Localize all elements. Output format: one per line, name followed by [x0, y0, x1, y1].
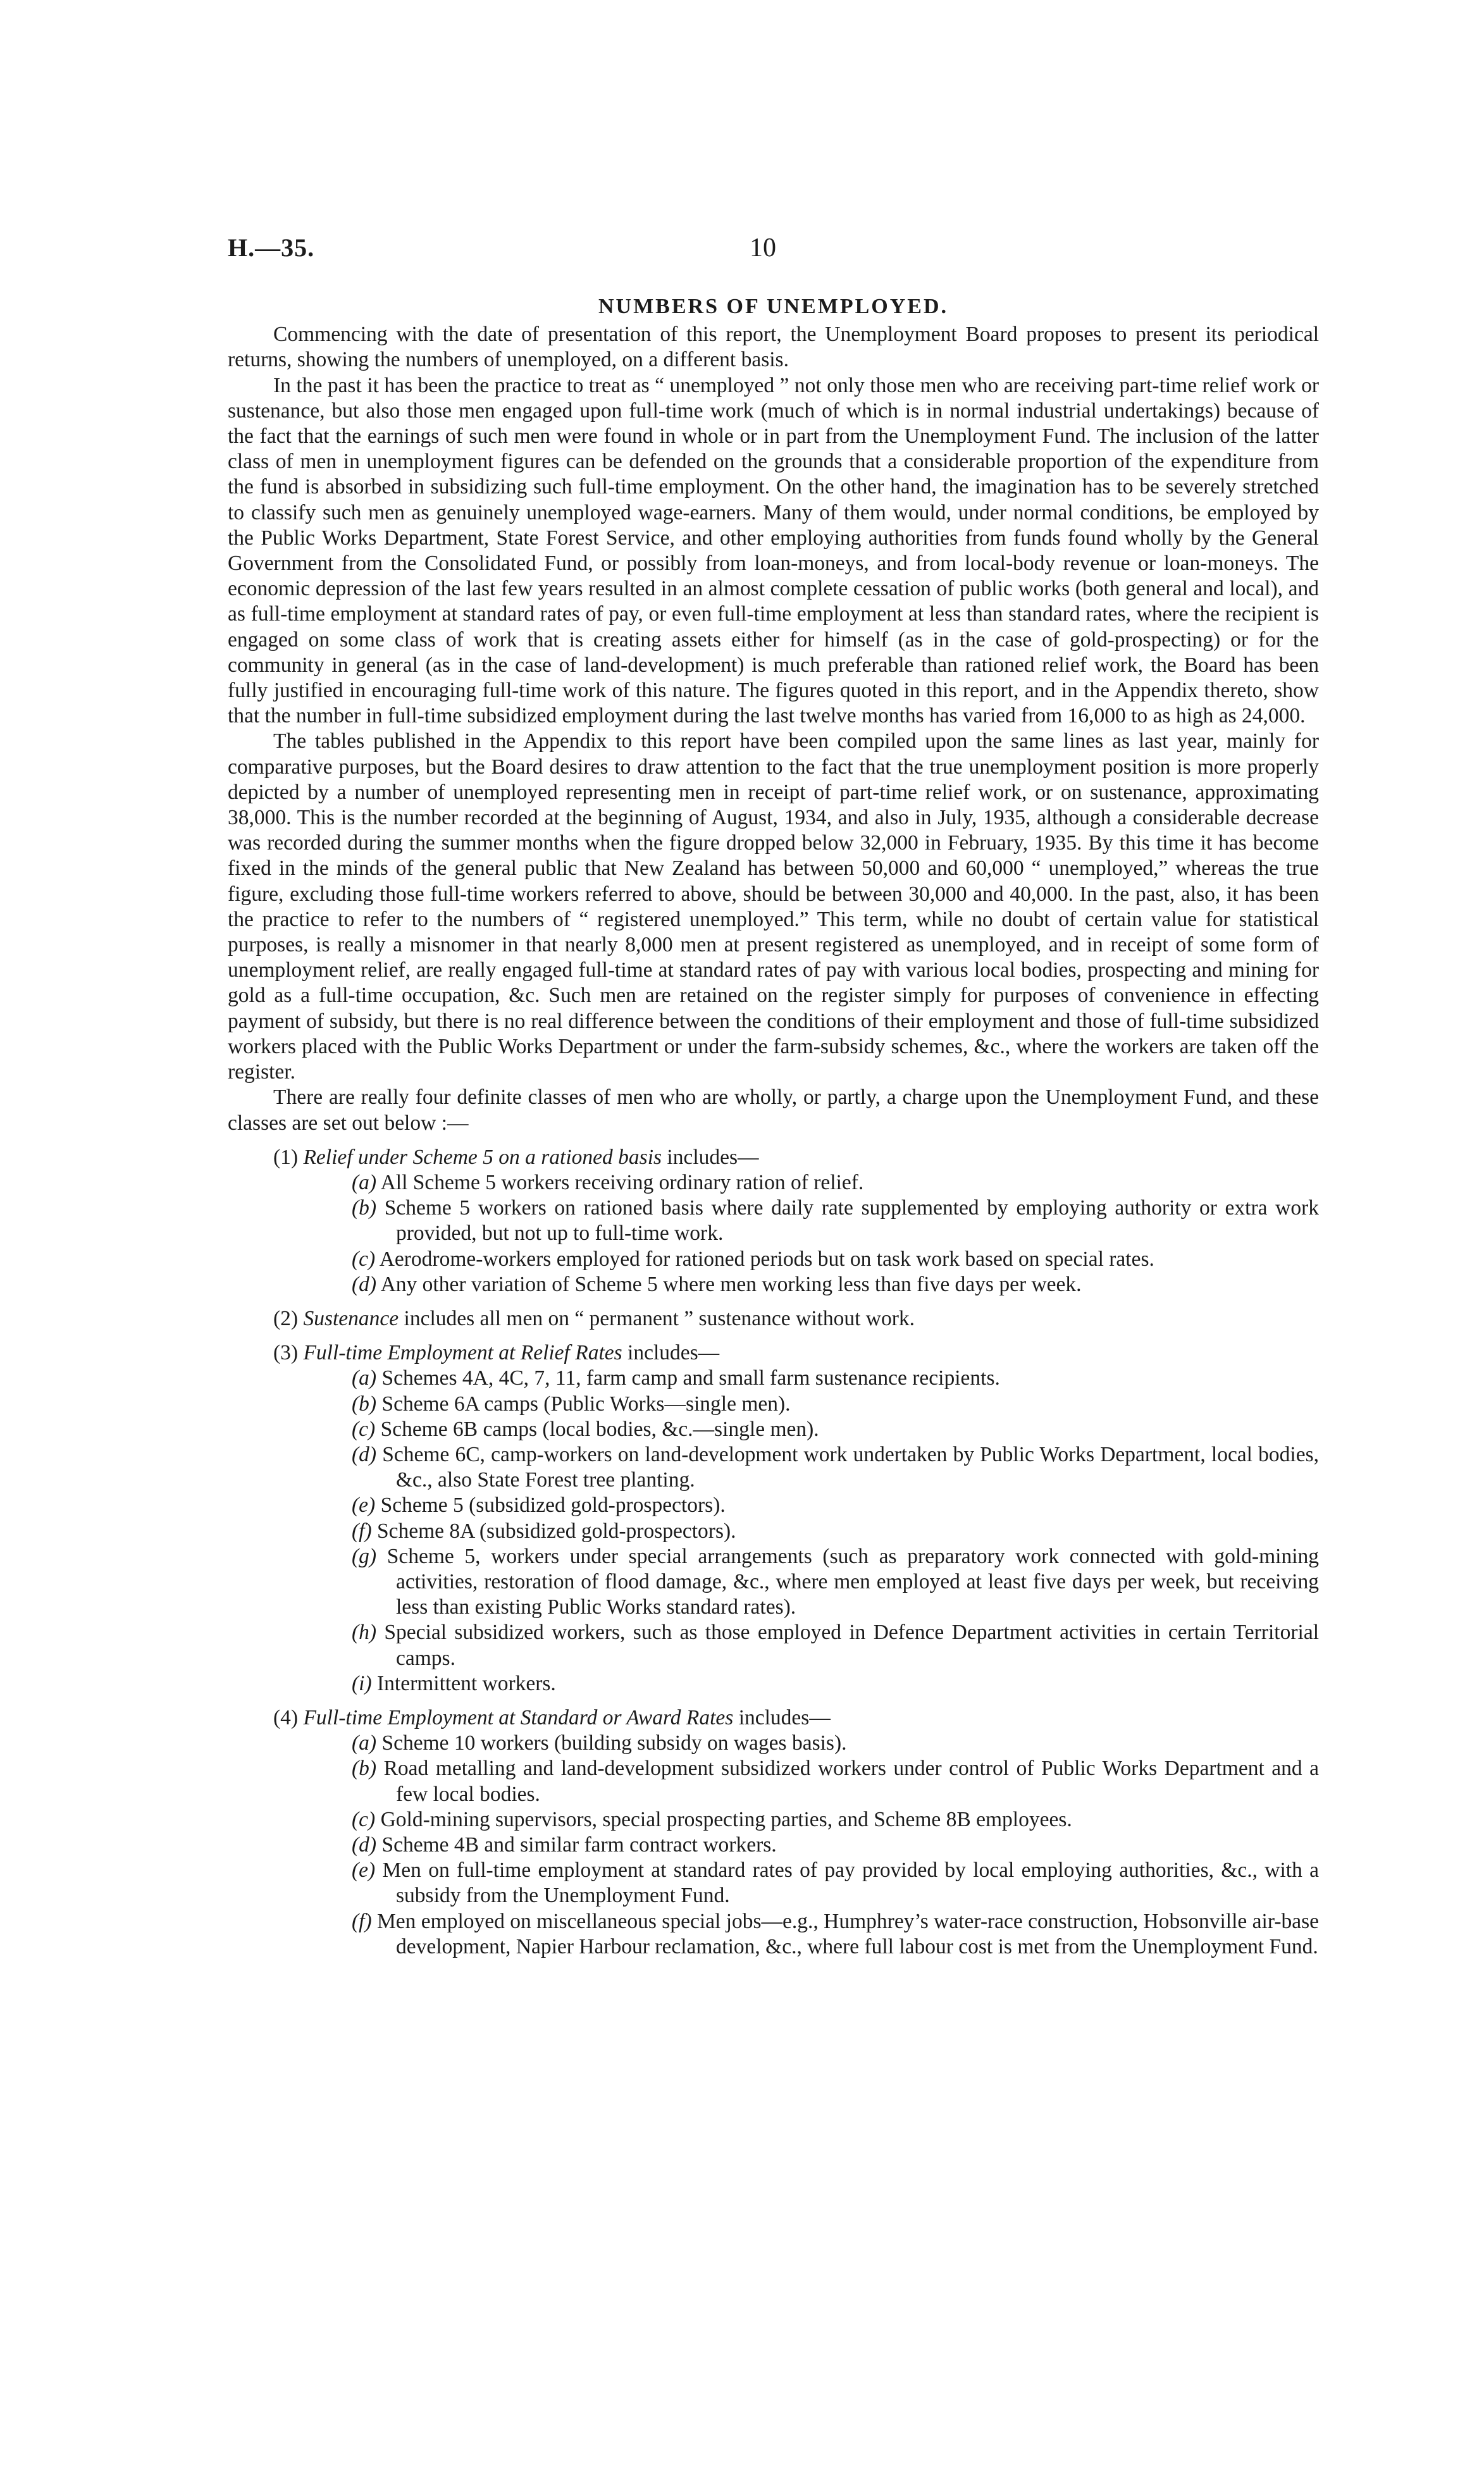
- item-marker: (c): [352, 1807, 376, 1831]
- class-title: Full-time Employment at Standard or Award Rates: [303, 1705, 734, 1729]
- class-title: Sustenance: [303, 1306, 399, 1330]
- list-item: [228, 1196, 1319, 1246]
- item-marker: (e): [352, 1858, 376, 1882]
- class-heading: [228, 1145, 1319, 1170]
- class-heading: [228, 1705, 1319, 1731]
- item-marker: (b): [352, 1196, 377, 1220]
- list-item: [228, 1366, 1319, 1391]
- class-title: Full-time Employment at Relief Rates: [303, 1341, 622, 1365]
- list-item: [228, 1247, 1319, 1272]
- item-text: Gold-mining supervisors, special prospecting parties, and Scheme 8B employees.: [380, 1807, 1072, 1831]
- page-number: 10: [750, 233, 776, 263]
- list-item: [228, 1671, 1319, 1697]
- item-text: Scheme 6C, camp-workers on land-development work undertaken by Public Works Department, local bodies, &c., also State Forest tree planting.: [382, 1442, 1319, 1492]
- item-text: Special subsidized workers, such as those employed in Defence Department activities in certain Territorial camps.: [384, 1621, 1319, 1670]
- class-number: (3): [273, 1341, 299, 1365]
- paragraph: There are really four definite classes of men who are wholly, or partly, a charge upon the Unemployment Fund, and these classes are set out below :—: [228, 1085, 1319, 1135]
- class-heading: [228, 1306, 1319, 1332]
- item-marker: (b): [352, 1757, 377, 1781]
- item-text: Scheme 8A (subsidized gold-prospectors).: [377, 1519, 736, 1543]
- list-item: [228, 1170, 1319, 1196]
- item-marker: (d): [352, 1272, 377, 1296]
- item-marker: (a): [352, 1731, 377, 1755]
- list-item: [228, 1833, 1319, 1858]
- item-text: Intermittent workers.: [377, 1671, 556, 1695]
- item-marker: (b): [352, 1392, 377, 1416]
- paragraph: The tables published in the Appendix to this report have been compiled upon the same lines as last year, mainly for comparative purposes, but the Board desires to draw attention to the fact that the true unemployment position is more properly depicted by a number of unemployed representing men in receipt of part-time relief work, or on sustenance, approximating 38,000. This is the number recorded at the beginning of August, 1934, and also in July, 1935, although a considerable decrease was recorded during the summer months when the figure dropped below 32,000 in February, 1935. By this time it has become fixed in the minds of the general public that New Zealand has between 50,000 and 60,000 “ unemployed,” whereas the true figure, excluding those full-time workers referred to above, should be between 30,000 and 40,000. In the past, also, it has been the practice to refer to the numbers of “ registered unemployed.” This term, while no doubt of certain value for statistical purposes, is really a misnomer in that nearly 8,000 men at present registered as unemployed, and in receipt of some form of unemployment relief, are really engaged full-time at standard rates of pay with various local bodies, prospecting and mining for gold as a full-time occupation, &c. Such men are retained on the register simply for purposes of convenience in effecting payment of subsidy, but there is no real difference between the conditions of their employment and those of full-time subsidized workers placed with the Public Works Department or under the farm-subsidy schemes, &c., where the workers are taken off the register.: [228, 729, 1319, 1084]
- list-item: [228, 1544, 1319, 1621]
- list-item: [228, 1807, 1319, 1833]
- list-item: [228, 1272, 1319, 1297]
- list-item: [228, 1858, 1319, 1908]
- item-text: Road metalling and land-development subsidized workers under control of Public Works Department and a few local bodies.: [383, 1757, 1319, 1806]
- sub-item-list: [228, 1366, 1319, 1697]
- item-text: Any other variation of Scheme 5 where men working less than five days per week.: [380, 1272, 1082, 1296]
- item-text: Schemes 4A, 4C, 7, 11, farm camp and small farm sustenance recipients.: [381, 1366, 1000, 1390]
- list-item: [228, 1493, 1319, 1518]
- sub-item-list: [228, 1731, 1319, 1960]
- class-title-tail: includes—: [622, 1341, 720, 1365]
- page-header: [228, 233, 1322, 271]
- item-marker: (i): [352, 1671, 372, 1695]
- item-text: Scheme 10 workers (building subsidy on wages basis).: [381, 1731, 847, 1755]
- item-marker: (a): [352, 1170, 377, 1194]
- item-text: Scheme 5 (subsidized gold-prospectors).: [380, 1493, 726, 1518]
- item-text: Men on full-time employment at standard rates of pay provided by local employing authorities, &c., with a subsidy from the Unemployment Fund.: [382, 1858, 1319, 1908]
- list-item: [228, 1442, 1319, 1493]
- sub-item-list: [228, 1170, 1319, 1297]
- item-text: Scheme 5 workers on rationed basis where daily rate supplemented by employing authority or extra work provided, but not up to full-time work.: [384, 1196, 1319, 1246]
- class-number: (2): [273, 1306, 299, 1330]
- item-text: Scheme 6B camps (local bodies, &c.—single men).: [380, 1417, 819, 1441]
- list-item: [228, 1620, 1319, 1671]
- item-text: Men employed on miscellaneous special jobs—e.g., Humphrey’s water-race construction, Hobsonville air-base development, Napier Harbour reclamation, &c., where full labour cost is met from the Unemployment Fund.: [377, 1909, 1320, 1958]
- item-text: All Scheme 5 workers receiving ordinary ration of relief.: [380, 1170, 864, 1194]
- item-text: Scheme 5, workers under special arrangements (such as preparatory work connected with gold-mining activities, restoration of flood damage, &c., where men employed at least five days per week, but receiving less than existing Public Works standard rates).: [386, 1544, 1319, 1619]
- item-marker: (f): [352, 1909, 372, 1933]
- class-number: (1): [273, 1145, 299, 1169]
- item-marker: (a): [352, 1366, 377, 1390]
- item-text: Scheme 4B and similar farm contract workers.: [381, 1833, 777, 1857]
- item-marker: (c): [352, 1247, 376, 1271]
- item-marker: (d): [352, 1833, 377, 1857]
- list-item: [228, 1519, 1319, 1544]
- item-text: Scheme 6A camps (Public Works—single men).: [381, 1392, 791, 1416]
- class-title-tail: includes all men on “ permanent ” sustenance without work.: [399, 1306, 915, 1330]
- classes-list: [228, 1145, 1319, 1960]
- paragraph: Commencing with the date of presentation of this report, the Unemployment Board proposes to present its periodical returns, showing the numbers of unemployed, on a different basis.: [228, 323, 1319, 372]
- item-marker: (f): [352, 1519, 372, 1543]
- list-item: [228, 1392, 1319, 1417]
- class-title: Relief under Scheme 5 on a rationed basis: [303, 1145, 662, 1169]
- item-text: Aerodrome-workers employed for rationed periods but on task work based on special rates.: [379, 1247, 1154, 1271]
- class-title-tail: includes—: [662, 1145, 759, 1169]
- item-marker: (d): [352, 1442, 377, 1466]
- item-marker: (h): [352, 1621, 377, 1645]
- class-number: (4): [273, 1705, 299, 1729]
- class-title-tail: includes—: [733, 1705, 831, 1729]
- item-marker: (e): [352, 1493, 376, 1518]
- section-title: NUMBERS OF UNEMPLOYED.: [598, 295, 949, 318]
- item-marker: (c): [352, 1417, 376, 1441]
- item-marker: (g): [352, 1544, 377, 1568]
- list-item: [228, 1731, 1319, 1756]
- list-item: [228, 1909, 1319, 1960]
- paragraph: In the past it has been the practice to treat as “ unemployed ” not only those men who are receiving part-time relief work or sustenance, but also those men engaged upon full-time work (much of which is in normal industrial undertakings) because of the fact that the earnings of such men were found in whole or in part from the Unemployment Fund. The inclusion of the latter class of men in unemployment figures can be defended on the grounds that a considerable proportion of the expenditure from the fund is absorbed in subsidizing such full-time employment. On the other hand, the imagination has to be severely stretched to classify such men as genuinely unemployed wage-earners. Many of them would, under normal conditions, be employed by the Public Works Department, State Forest Service, and other employing authorities from funds found wholly by the General Government from the Consolidated Fund, or possibly from loan-moneys, and from local-body revenue or loan-moneys. The economic depression of the last few years resulted in an almost complete cessation of public works (both general and local), and as full-time employment at standard rates of pay, or even full-time employment at less than standard rates, where the recipient is engaged on some class of work that is creating assets either for himself (as in the case of gold-prospecting) or for the community in general (as in the case of land-development) is much preferable than rationed relief work, the Board has been fully justified in encouraging full-time work of this nature. The figures quoted in this report, and in the Appendix thereto, show that the number in full-time subsidized employment during the last twelve months has varied from 16,000 to as high as 24,000.: [228, 373, 1319, 728]
- document-reference: H.—35.: [228, 233, 315, 262]
- document-body: [228, 294, 1319, 1960]
- list-item: [228, 1756, 1319, 1807]
- list-item: [228, 1417, 1319, 1442]
- class-heading: [228, 1340, 1319, 1366]
